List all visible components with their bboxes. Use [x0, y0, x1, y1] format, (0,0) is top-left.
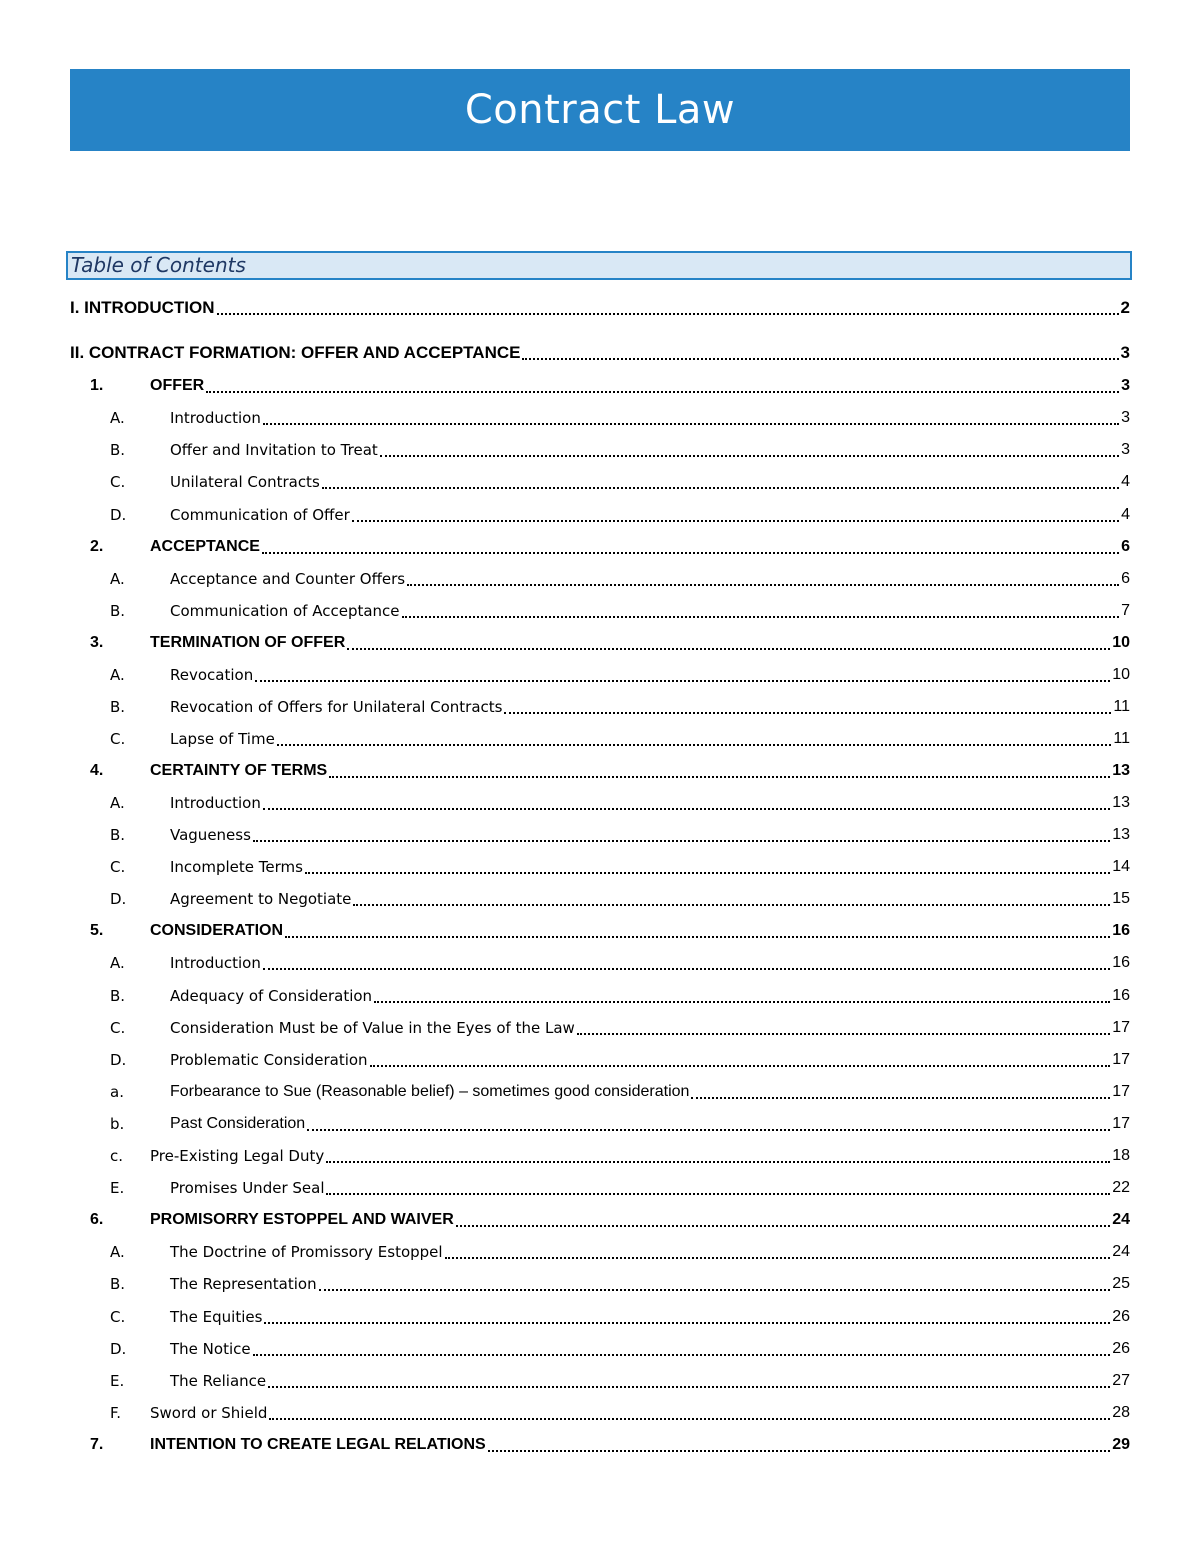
- toc-entry-number: A.: [110, 409, 125, 427]
- toc-entry-number: C.: [110, 1308, 126, 1326]
- toc-entry-label: Communication of Offer: [170, 506, 350, 524]
- toc-entry[interactable]: [0, 1048, 1200, 1072]
- toc-entry-label: II. CONTRACT FORMATION: OFFER AND ACCEPTANCE: [70, 343, 521, 362]
- toc-entry-number: D.: [110, 1051, 127, 1069]
- toc-entry[interactable]: [0, 470, 1200, 494]
- toc-leader-dots: [262, 551, 1119, 554]
- toc-entry-number: F.: [110, 1404, 121, 1422]
- toc-entry[interactable]: [0, 1208, 1200, 1232]
- toc-leader-dots: [374, 1000, 1110, 1003]
- toc-entry[interactable]: [0, 1337, 1200, 1361]
- toc-entry-number: C.: [110, 858, 126, 876]
- toc-entry-page: 27: [1112, 1372, 1130, 1389]
- toc-entry-page: 13: [1112, 826, 1130, 843]
- toc-entry-page: 16: [1112, 987, 1130, 1004]
- toc-entry[interactable]: [0, 951, 1200, 975]
- toc-entry-number: 7.: [90, 1436, 104, 1453]
- toc-entry-page: 17: [1112, 1115, 1130, 1132]
- toc-entry[interactable]: [0, 1401, 1200, 1425]
- toc-entry-number: B.: [110, 826, 126, 844]
- toc-entry-number: 5.: [90, 922, 104, 939]
- toc-leader-dots: [353, 903, 1110, 906]
- toc-leader-dots: [268, 1385, 1110, 1388]
- toc-entry-label: Past Consideration: [170, 1115, 306, 1132]
- toc-leader-dots: [269, 1417, 1110, 1420]
- toc-entry-number: 2.: [90, 538, 104, 555]
- toc-entry[interactable]: [0, 406, 1200, 430]
- toc-entry-page: 16: [1112, 922, 1130, 939]
- toc-entry-page: 15: [1112, 890, 1130, 907]
- toc-entry-number: A.: [110, 666, 125, 684]
- toc-entry-label: Acceptance and Counter Offers: [170, 570, 406, 588]
- toc-entry-page: 11: [1113, 730, 1130, 747]
- toc-leader-dots: [253, 1353, 1111, 1356]
- toc-leader-dots: [319, 1288, 1111, 1291]
- toc-entry-label: OFFER: [150, 377, 205, 394]
- toc-entry-number: A.: [110, 954, 125, 972]
- toc-leader-dots: [277, 743, 1112, 746]
- toc-entry-number: C.: [110, 473, 126, 491]
- toc-entry-page: 11: [1113, 698, 1130, 715]
- toc-leader-dots: [402, 615, 1120, 618]
- toc-leader-dots: [504, 711, 1111, 714]
- toc-heading: Table of Contents: [71, 253, 246, 277]
- toc-entry-label: Revocation of Offers for Unilateral Contracts: [170, 698, 503, 716]
- toc-entry[interactable]: [0, 1080, 1200, 1104]
- toc-entry-page: 24: [1112, 1211, 1130, 1228]
- toc-entry-number: B.: [110, 441, 126, 459]
- toc-entry-number: D.: [110, 890, 127, 908]
- toc-entry-number: 4.: [90, 762, 104, 779]
- toc-entry-number: b.: [110, 1115, 125, 1133]
- toc-entry-label: Incomplete Terms: [170, 858, 303, 876]
- toc-leader-dots: [691, 1096, 1110, 1099]
- toc-entry-label: I. INTRODUCTION: [70, 298, 215, 317]
- toc-entry-page: 4: [1121, 473, 1130, 490]
- toc-entry-label: Lapse of Time: [170, 730, 275, 748]
- toc-entry-page: 25: [1112, 1275, 1130, 1292]
- toc-entry-number: B.: [110, 698, 126, 716]
- toc-entry-label: Introduction: [170, 954, 261, 972]
- toc-entry-number: B.: [110, 602, 126, 620]
- toc-entry[interactable]: [0, 727, 1200, 751]
- toc-entry-label: INTENTION TO CREATE LEGAL RELATIONS: [150, 1436, 486, 1453]
- toc-leader-dots: [255, 679, 1110, 682]
- toc-entry-label: The Notice: [170, 1340, 251, 1358]
- toc-entry-label: The Reliance: [170, 1372, 267, 1390]
- toc-leader-dots: [307, 1128, 1110, 1131]
- toc-entry[interactable]: [0, 296, 1200, 320]
- toc-entry-page: 24: [1112, 1243, 1130, 1260]
- document-title: Contract Law: [464, 87, 736, 133]
- toc-entry[interactable]: [0, 919, 1200, 943]
- toc-entry-number: A.: [110, 1243, 125, 1261]
- toc-entry-page: 3: [1120, 343, 1130, 362]
- toc-entry-label: Offer and Invitation to Treat: [170, 441, 378, 459]
- toc-entry-number: a.: [110, 1083, 124, 1101]
- toc-entry-page: 13: [1112, 762, 1130, 779]
- toc-entry-number: B.: [110, 987, 126, 1005]
- toc-entry[interactable]: [0, 1176, 1200, 1200]
- toc-entry-page: 6: [1121, 570, 1130, 587]
- toc-entry-label: Revocation: [170, 666, 254, 684]
- toc-entry[interactable]: [0, 438, 1200, 462]
- toc-leader-dots: [305, 871, 1110, 874]
- toc-entry-page: 10: [1112, 666, 1130, 683]
- toc-leader-dots: [577, 1032, 1110, 1035]
- toc-entry-number: A.: [110, 794, 125, 812]
- toc-entry-label: PROMISORRY ESTOPPEL AND WAIVER: [150, 1211, 454, 1228]
- toc-leader-dots: [326, 1192, 1110, 1195]
- toc-entry-number: A.: [110, 570, 125, 588]
- toc-entry-page: 7: [1121, 602, 1130, 619]
- toc-entry-label: Pre-Existing Legal Duty: [150, 1147, 325, 1165]
- toc-entry-page: 10: [1112, 634, 1130, 651]
- toc-entry-page: 17: [1112, 1019, 1130, 1036]
- toc-entry-page: 13: [1112, 794, 1130, 811]
- toc-entry-page: 17: [1112, 1083, 1130, 1100]
- toc-entry[interactable]: [0, 567, 1200, 591]
- toc-entry-label: Agreement to Negotiate: [170, 890, 352, 908]
- toc-entry-label: ACCEPTANCE: [150, 538, 260, 555]
- toc-entry-label: Problematic Consideration: [170, 1051, 368, 1069]
- toc-entry[interactable]: [0, 1272, 1200, 1296]
- toc-entry[interactable]: [0, 535, 1200, 559]
- toc-entry[interactable]: [0, 695, 1200, 719]
- toc-leader-dots: [352, 519, 1119, 522]
- toc-entry-number: 1.: [90, 377, 104, 394]
- toc-leader-dots: [263, 422, 1119, 425]
- toc-entry-label: CERTAINTY OF TERMS: [150, 762, 328, 779]
- toc-leader-dots: [445, 1256, 1111, 1259]
- toc-entry-page: 29: [1112, 1436, 1130, 1453]
- toc-entry-label: Forbearance to Sue (Reasonable belief) – sometimes good consideration: [170, 1083, 690, 1100]
- toc-entry-label: The Doctrine of Promissory Estoppel: [170, 1243, 443, 1261]
- toc-leader-dots: [407, 583, 1119, 586]
- toc-entry-page: 18: [1112, 1147, 1130, 1164]
- toc-entry[interactable]: [0, 759, 1200, 783]
- toc-entry-page: 3: [1121, 409, 1130, 426]
- toc-entry-label: Promises Under Seal: [170, 1179, 325, 1197]
- toc-entry[interactable]: [0, 1112, 1200, 1136]
- toc-entry-page: 4: [1121, 506, 1130, 523]
- toc-entry-page: 17: [1112, 1051, 1130, 1068]
- toc-entry[interactable]: [0, 791, 1200, 815]
- toc-entry[interactable]: [0, 823, 1200, 847]
- toc-leader-dots: [322, 486, 1119, 489]
- toc-entry[interactable]: [0, 855, 1200, 879]
- toc-entry[interactable]: [0, 374, 1200, 398]
- toc-entry[interactable]: [0, 1305, 1200, 1329]
- toc-entry-page: 14: [1112, 858, 1130, 875]
- toc-entry[interactable]: [0, 1016, 1200, 1040]
- toc-entry[interactable]: [0, 503, 1200, 527]
- toc-entry[interactable]: [0, 1144, 1200, 1168]
- toc-leader-dots: [217, 312, 1119, 315]
- toc-leader-dots: [347, 647, 1110, 650]
- toc-entry-page: 3: [1121, 377, 1130, 394]
- toc-entry-number: B.: [110, 1275, 126, 1293]
- toc-leader-dots: [263, 967, 1110, 970]
- toc-entry-page: 22: [1112, 1179, 1130, 1196]
- toc-leader-dots: [370, 1064, 1111, 1067]
- toc-leader-dots: [329, 775, 1110, 778]
- toc-entry-page: 26: [1112, 1308, 1130, 1325]
- toc-entry-page: 3: [1121, 441, 1130, 458]
- toc-leader-dots: [326, 1160, 1110, 1163]
- toc-entry-label: The Representation: [170, 1275, 317, 1293]
- toc-entry-number: C.: [110, 730, 126, 748]
- toc-leader-dots: [253, 839, 1110, 842]
- toc-leader-dots: [206, 390, 1119, 393]
- toc-entry[interactable]: [0, 887, 1200, 911]
- toc-leader-dots: [380, 454, 1119, 457]
- toc-entry-page: 6: [1121, 538, 1130, 555]
- toc-leader-dots: [522, 357, 1118, 360]
- toc-entry-label: Unilateral Contracts: [170, 473, 320, 491]
- toc-entry-number: E.: [110, 1372, 125, 1390]
- toc-entry-label: Vagueness: [170, 826, 251, 844]
- toc-leader-dots: [263, 807, 1110, 810]
- toc-entry-label: Introduction: [170, 794, 261, 812]
- toc-entry-page: 26: [1112, 1340, 1130, 1357]
- toc-entry-label: Consideration Must be of Value in the Eyes of the Law: [170, 1019, 575, 1037]
- toc-leader-dots: [488, 1449, 1110, 1452]
- toc-entry[interactable]: [0, 1433, 1200, 1457]
- toc-entry[interactable]: [0, 341, 1200, 365]
- toc-leader-dots: [456, 1224, 1110, 1227]
- toc-entry-number: D.: [110, 1340, 127, 1358]
- toc-entry-number: D.: [110, 506, 127, 524]
- toc-entry-page: 28: [1112, 1404, 1130, 1421]
- toc-entry[interactable]: [0, 984, 1200, 1008]
- toc-leader-dots: [285, 935, 1110, 938]
- toc-entry[interactable]: [0, 1369, 1200, 1393]
- toc-entry-label: CONSIDERATION: [150, 922, 284, 939]
- toc-entry-number: 6.: [90, 1211, 104, 1228]
- toc-entry-label: TERMINATION OF OFFER: [150, 634, 346, 651]
- toc-entry-label: Communication of Acceptance: [170, 602, 400, 620]
- toc-entry-number: C.: [110, 1019, 126, 1037]
- toc-leader-dots: [264, 1321, 1110, 1324]
- toc-entry-label: Introduction: [170, 409, 261, 427]
- toc-entry-number: E.: [110, 1179, 125, 1197]
- toc-entry[interactable]: [0, 631, 1200, 655]
- toc-entry-label: Adequacy of Consideration: [170, 987, 373, 1005]
- toc-entry[interactable]: [0, 663, 1200, 687]
- toc-entry-label: Sword or Shield: [150, 1404, 268, 1422]
- toc-entry-page: 16: [1112, 954, 1130, 971]
- toc-entry-number: 3.: [90, 634, 104, 651]
- toc-entry-page: 2: [1120, 298, 1130, 317]
- toc-entry[interactable]: [0, 1240, 1200, 1264]
- toc-entry-number: c.: [110, 1147, 124, 1165]
- toc-entry-label: The Equities: [170, 1308, 263, 1326]
- toc-entry[interactable]: [0, 599, 1200, 623]
